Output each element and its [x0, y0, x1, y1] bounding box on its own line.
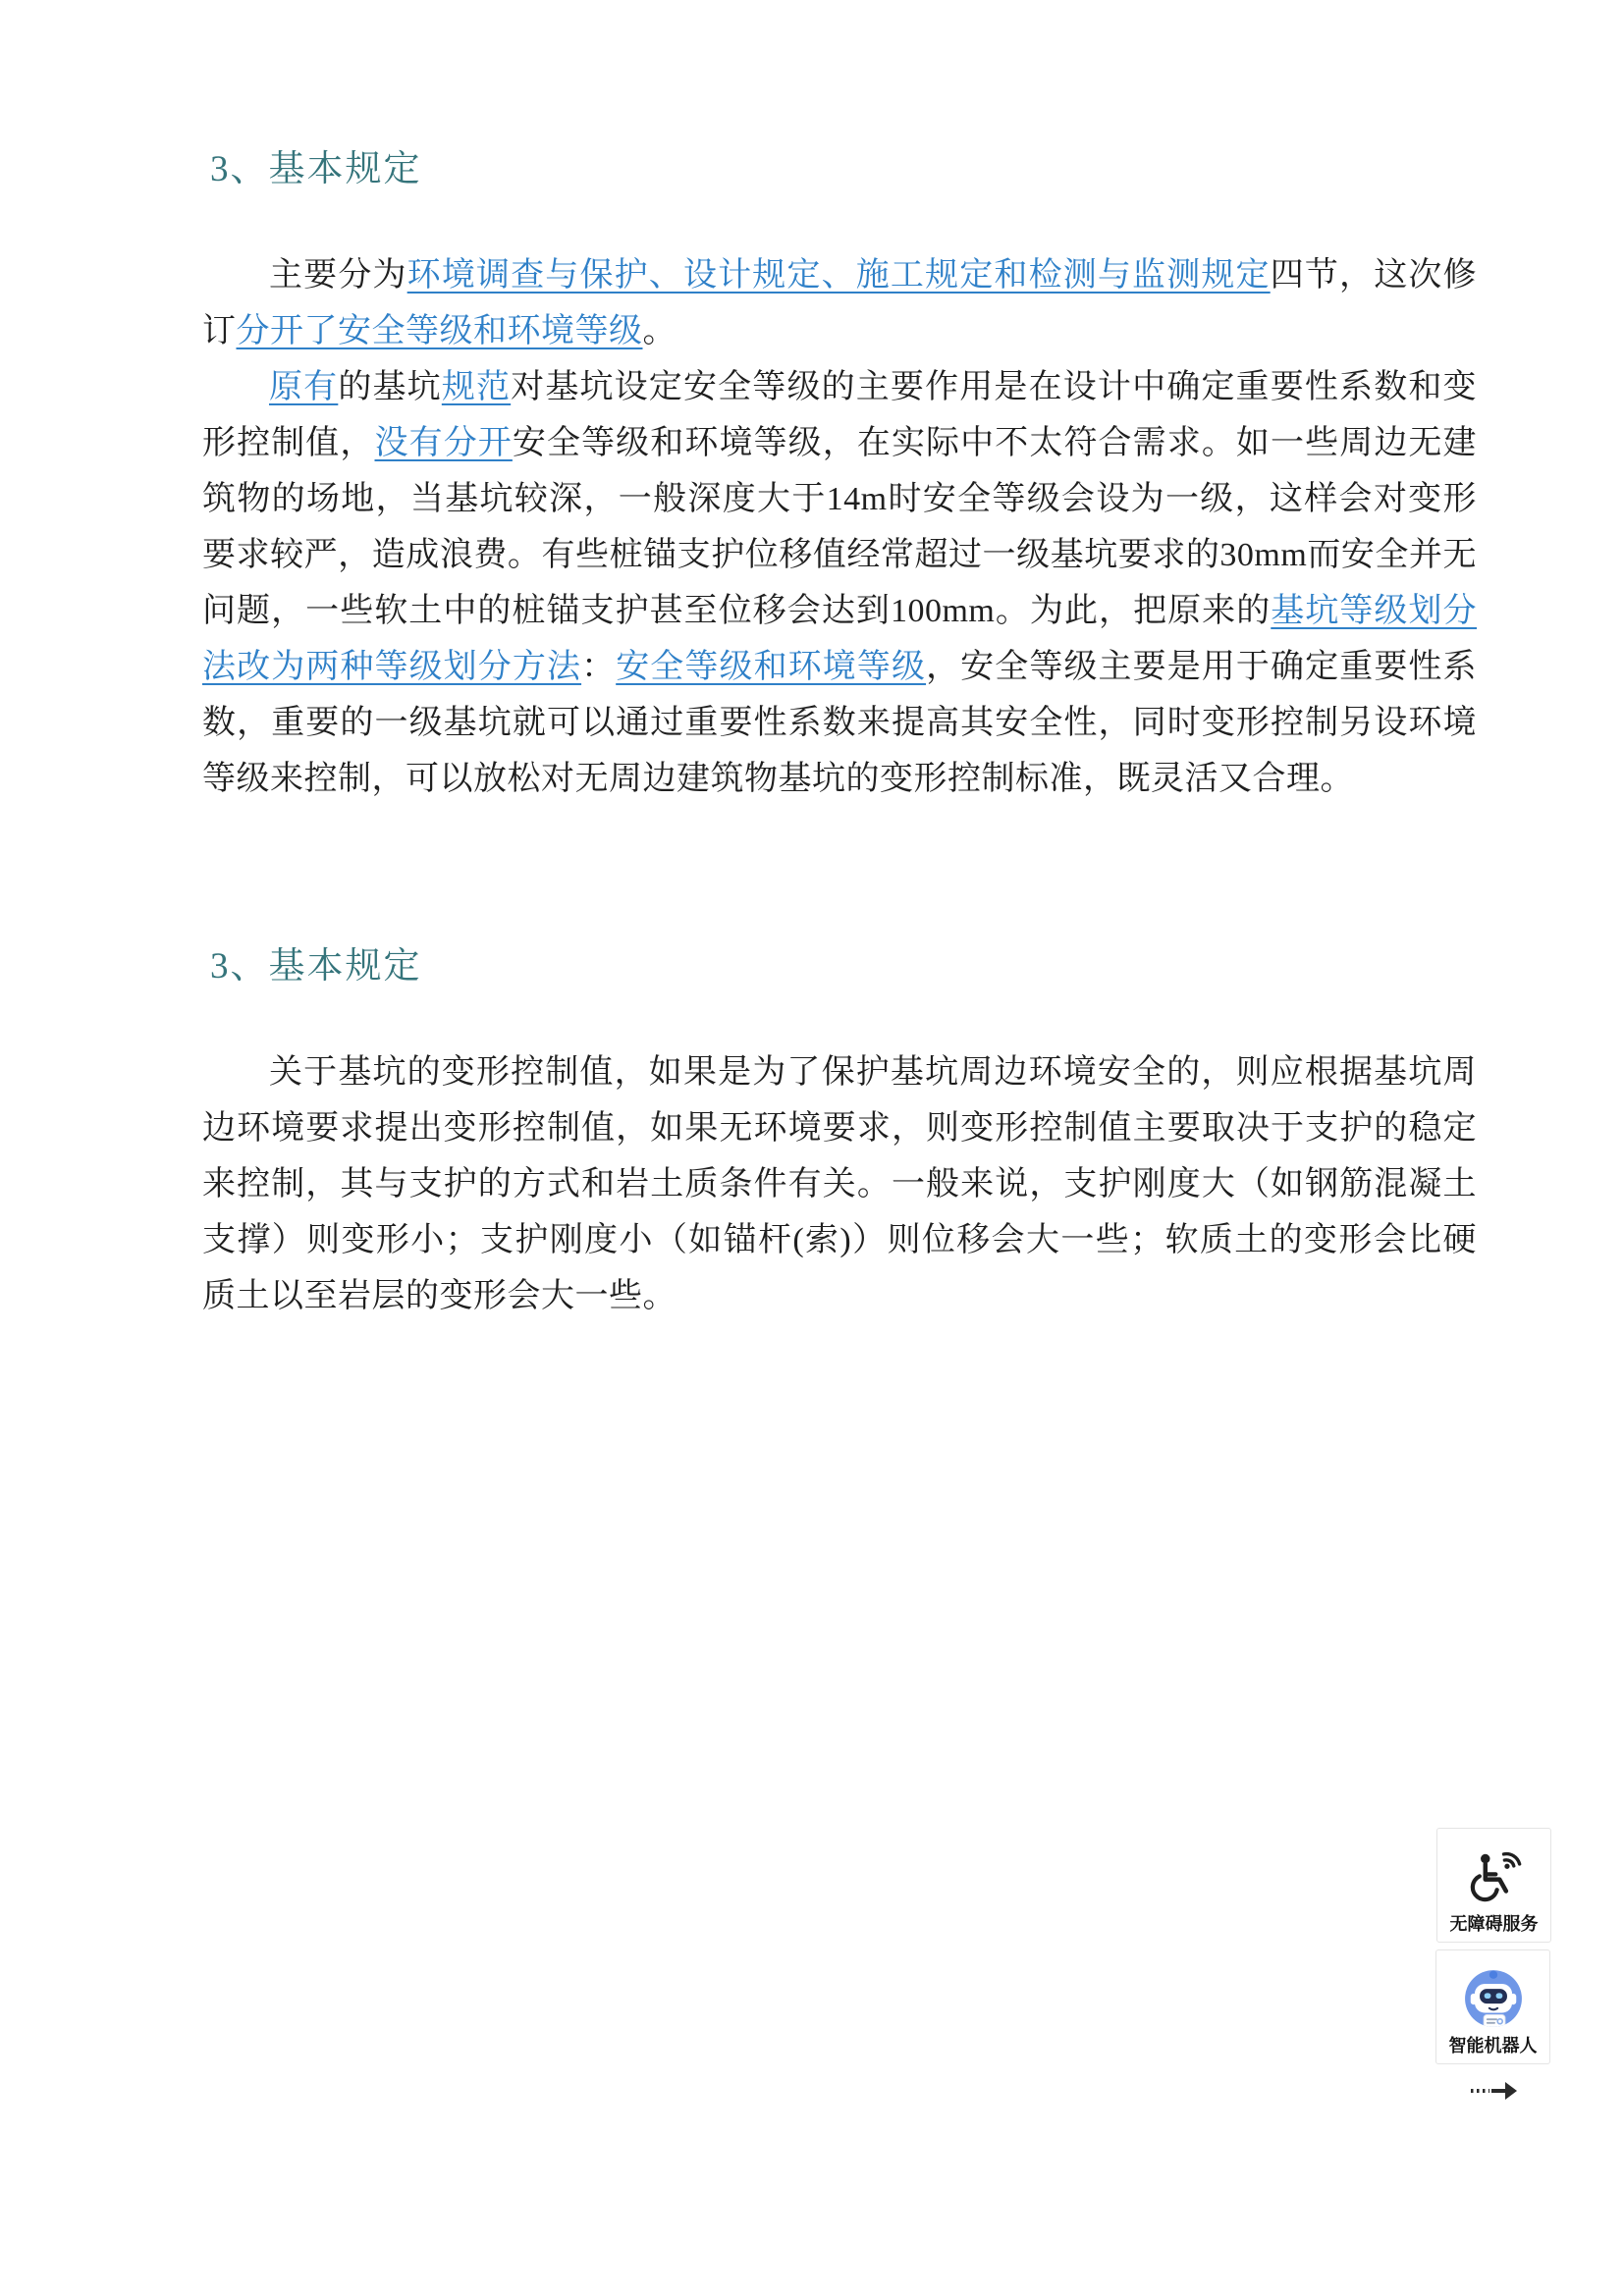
text-run: 关于基坑的变形控制值，如果是为了保护基坑周边环境安全的，则应根据基坑周边环境要求提出变形控制值，如果无环境要求，则变形控制值主要取决于支护的稳定来控制，其与支护的方式和岩土质条件有关。一般来说，支护刚度大（如钢筋混凝土支撑）则变形小；支护刚度小（如锚杆(索)）则位移会大一些；软质土的变形会比硬质土以至岩层的变形会大一些。: [202, 1054, 1477, 1314]
dashed-right-arrow-icon: [1468, 2078, 1521, 2104]
paragraph: [202, 1044, 1477, 1324]
smart-robot-label: 智能机器人: [1448, 2036, 1538, 2056]
paragraph: [202, 359, 1477, 807]
text-run: 主要分为: [269, 257, 407, 294]
inline-link[interactable]: 安全等级和环境等级: [616, 649, 927, 685]
text-run: 。: [642, 313, 677, 349]
section-heading-2: 3、基本规定: [210, 946, 422, 987]
text-run: 四节，这次修订: [202, 257, 1478, 349]
text-run: 的基坑: [338, 369, 442, 405]
inline-link[interactable]: 环境调查与保护、设计规定、施工规定和检测与监测规定: [406, 257, 1271, 294]
inline-link[interactable]: 基坑等级划分法改为两种等级划分方法: [202, 593, 1478, 685]
inline-link[interactable]: 规范: [441, 369, 512, 405]
smart-robot-button[interactable]: [1435, 1949, 1550, 2064]
inline-link[interactable]: 没有分开: [374, 425, 513, 461]
inline-link[interactable]: 分开了安全等级和环境等级: [236, 313, 643, 349]
wheelchair-wifi-icon: [1466, 1839, 1523, 1914]
accessibility-service-button[interactable]: [1436, 1828, 1551, 1943]
text-run: 对基坑设定安全等级的主要作用是在设计中确定重要性系数和变形控制值，: [202, 369, 1478, 461]
robot-icon: [1463, 1960, 1524, 2036]
expand-panel-arrow-button[interactable]: [1465, 2073, 1524, 2109]
text-run: 安全等级和环境等级，在实际中不太符合需求。如一些周边无建筑物的场地，当基坑较深，一般深度大于14m时安全等级会设为一级，这样会对变形要求较严，造成浪费。有些桩锚支护位移值经常超过一级基坑要求的30mm而安全并无问题，一些软土中的桩锚支护甚至位移会达到100mm。为此，把原来的: [202, 425, 1478, 629]
section-heading-1: 3、基本规定: [210, 149, 422, 189]
paragraph: [202, 247, 1477, 359]
text-run: ：: [581, 649, 617, 685]
document-content: [202, 147, 1477, 1324]
inline-link[interactable]: 原有: [269, 369, 339, 405]
text-run: ，安全等级主要是用于确定重要性系数，重要的一级基坑就可以通过重要性系数来提高其安全性，同时变形控制另设环境等级来控制，可以放松对无周边建筑物基坑的变形控制标准，既灵活又合理。: [202, 649, 1478, 797]
accessibility-service-label: 无障碍服务: [1449, 1914, 1539, 1934]
